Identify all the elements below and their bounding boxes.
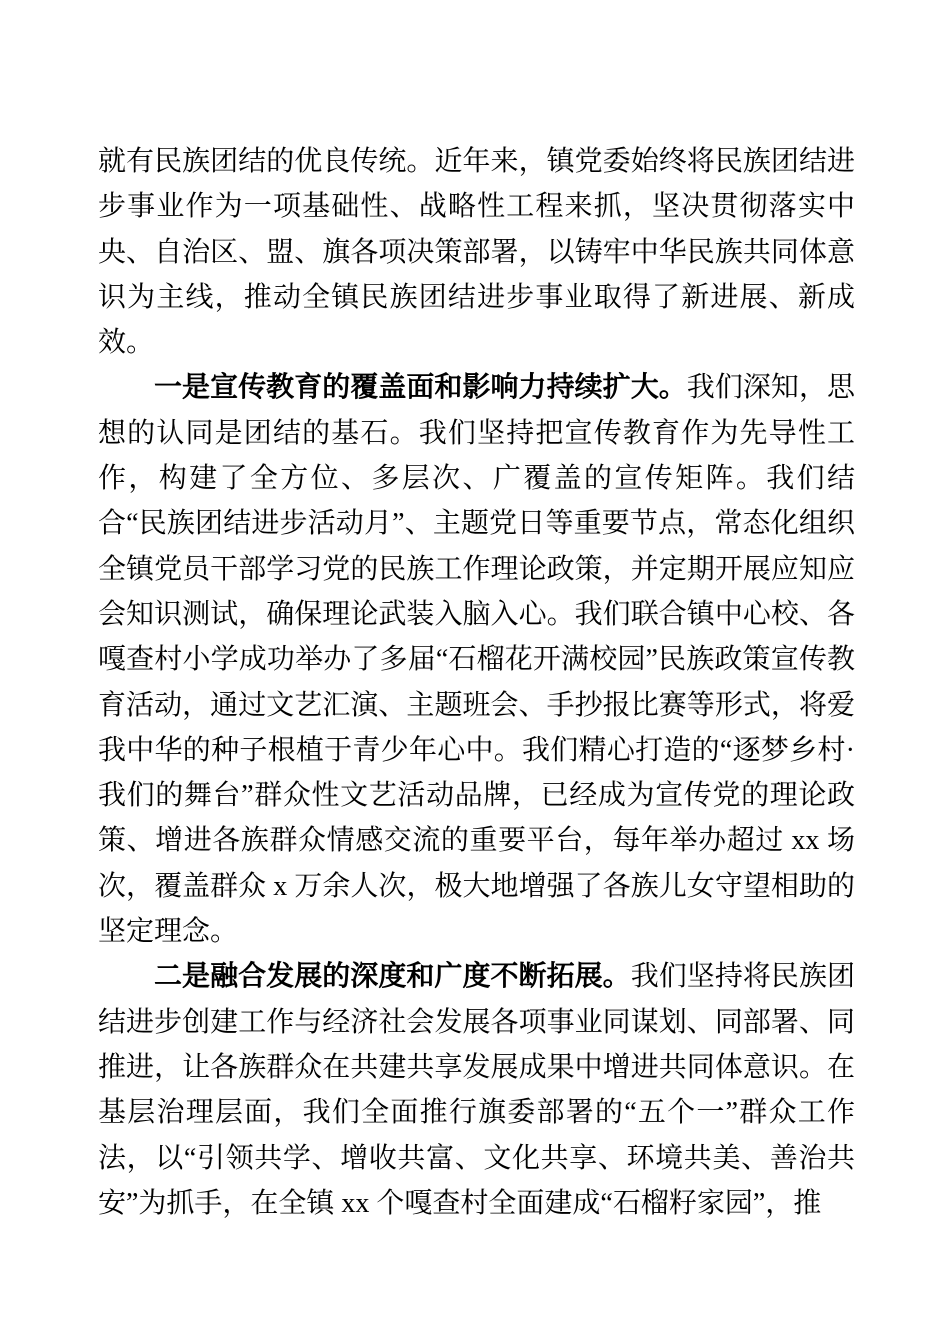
paragraph bbox=[98, 365, 855, 954]
paragraph-lead-bold: 一是宣传教育的覆盖面和影响力持续扩大。 bbox=[154, 372, 687, 404]
document-body bbox=[98, 139, 855, 1226]
paragraph-text: 我们深知，思想的认同是团结的基石。我们坚持把宣传教育作为先导性工作，构建了全方位、多层次、广覆盖的宣传矩阵。我们结合“民族团结进步活动月”、主题党日等重要节点，常态化组织全镇党员干部学习党的民族工作理论政策，并定期开展应知应会知识测试，确保理论武装入脑入心。我们联合镇中心校、各嘎查村小学成功举办了多届“石榴花开满校园”民族政策宣传教育活动，通过文艺汇演、主题班会、手抄报比赛等形式，将爱我中华的种子根植于青少年心中。我们精心打造的“逐梦乡村·我们的舞台”群众性文艺活动品牌，已经成为宣传党的理论政策、增进各族群众情感交流的重要平台，每年举办超过 xx 场次，覆盖群众 x 万余人次，极大地增强了各族儿女守望相助的坚定理念。 bbox=[98, 372, 855, 948]
paragraph bbox=[98, 139, 855, 365]
paragraph-lead-bold: 二是融合发展的深度和广度不断拓展。 bbox=[154, 961, 631, 993]
paragraph-text: 我们坚持将民族团结进步创建工作与经济社会发展各项事业同谋划、同部署、同推进，让各族群众在共建共享发展成果中增进共同体意识。在基层治理层面，我们全面推行旗委部署的“五个一”群众工作法，以“引领共学、增收共富、文化共享、环境共美、善治共安”为抓手，在全镇 xx 个嘎查村全面建成“石榴籽家园”，推 bbox=[98, 961, 855, 1219]
paragraph bbox=[98, 954, 855, 1226]
paragraph-text: 就有民族团结的优良传统。近年来，镇党委始终将民族团结进步事业作为一项基础性、战略性工程来抓，坚决贯彻落实中央、自治区、盟、旗各项决策部署，以铸牢中华民族共同体意识为主线，推动全镇民族团结进步事业取得了新进展、新成效。 bbox=[98, 146, 855, 359]
